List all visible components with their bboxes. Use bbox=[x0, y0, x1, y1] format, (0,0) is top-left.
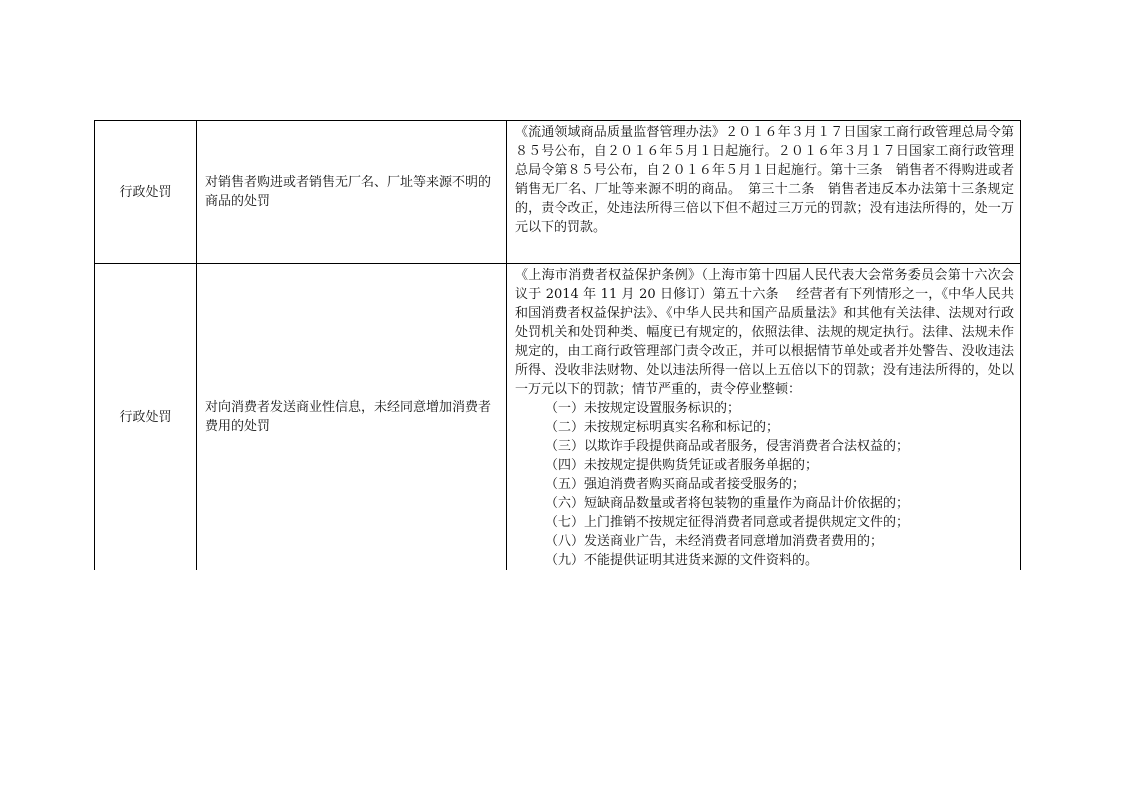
table-row bbox=[95, 264, 1021, 571]
legal-basis-cell bbox=[507, 121, 1021, 264]
penalty-type-cell: 行政处罚 bbox=[95, 121, 197, 264]
list-item: （三）以欺诈手段提供商品或者服务，侵害消费者合法权益的； bbox=[545, 439, 910, 454]
legal-basis-text: 《流通领域商品质量监督管理办法》２０１６年３月１７日国家工商行政管理总局令第８５号公布，自２０１６年５月１日起施行。２０１６年３月１７日国家工商行政管理总局令第８５号公布，自２０１６年５月１日起施行。第十三条 销售者不得购进或者销售无厂名、厂址等来源不明的商品。 第三十二条 销售者违反本办法第十三条规定的，责令改正，处违法所得三倍以下但不超过三万元的罚款；没有违法所得的，处一万元以下的罚款。 bbox=[515, 125, 1014, 235]
list-item: （一）未按规定设置服务标识的； bbox=[545, 401, 741, 416]
legal-basis-intro: 《上海市消费者权益保护条例》（上海市第十四届人民代表大会常务委员会第十六次会议于 2014 年 11 月 20 日修订）第五十六条 经营者有下列情形之一，《中华人民共和国消费者权益保护法》、《中华人民共和国产品质量法》和其他有关法律、法规对行政处罚机关和处罚种类、幅度已有规定的，依照法律、法规的规定执行。法律、法规未作规定的，由工商行政管理部门责令改正，并可以根据情节单处或者并处警告、没收违法所得、没收非法财物、处以违法所得一倍以上五倍以下的罚款；没有违法所得的，处以一万元以下的罚款；情节严重的，责令停业整顿： bbox=[515, 268, 1014, 397]
list-item: （八）发送商业广告，未经消费者同意增加消费者费用的； bbox=[545, 534, 884, 549]
penalty-type-cell: 行政处罚 bbox=[95, 264, 197, 571]
table-row bbox=[95, 121, 1021, 264]
list-item: （六）短缺商品数量或者将包装物的重量作为商品计价依据的； bbox=[545, 496, 910, 511]
penalty-item-cell: 对向消费者发送商业性信息，未经同意增加消费者费用的处罚 bbox=[197, 264, 507, 571]
list-item: （二）未按规定标明真实名称和标记的； bbox=[545, 420, 780, 435]
list-item: （四）未按规定提供购货凭证或者服务单据的； bbox=[545, 458, 819, 473]
list-item: （九）不能提供证明其进货来源的文件资料的。 bbox=[545, 553, 819, 568]
list-item: （七）上门推销不按规定征得消费者同意或者提供规定文件的； bbox=[545, 515, 910, 530]
list-item: （五）强迫消费者购买商品或者接受服务的； bbox=[545, 477, 806, 492]
legal-basis-cell bbox=[507, 264, 1021, 571]
penalty-item-cell: 对销售者购进或者销售无厂名、厂址等来源不明的商品的处罚 bbox=[197, 121, 507, 264]
penalty-table bbox=[94, 120, 1021, 570]
